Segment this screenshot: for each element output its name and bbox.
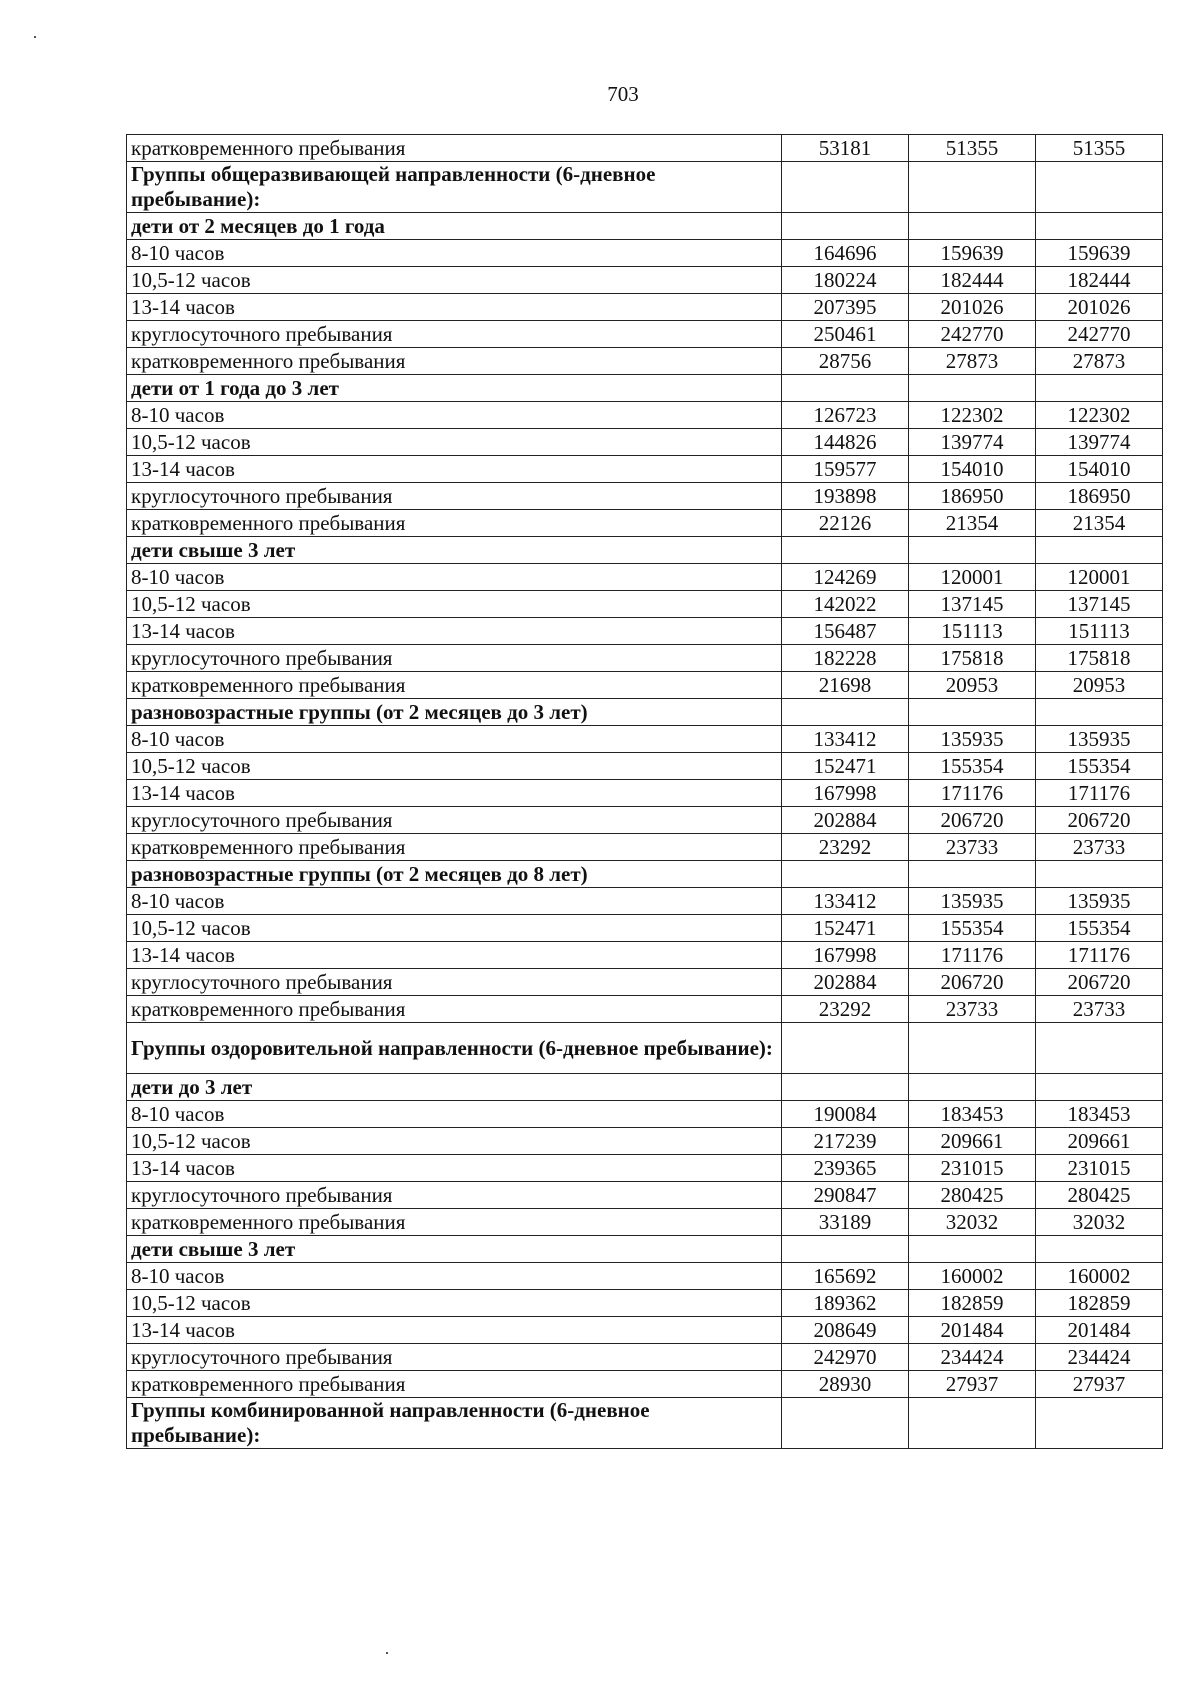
value-cell-3: 182859 (1036, 1290, 1163, 1317)
value-cell-1: 190084 (782, 1101, 909, 1128)
value-cell-1: 217239 (782, 1128, 909, 1155)
table-row (127, 1182, 1163, 1209)
table-section-row (127, 1023, 1163, 1074)
value-cell-2 (909, 537, 1036, 564)
value-cell-3: 23733 (1036, 834, 1163, 861)
row-label-cell: 10,5-12 часов (127, 429, 782, 456)
table-row (127, 1263, 1163, 1290)
value-cell-1: 180224 (782, 267, 909, 294)
value-cell-1: 208649 (782, 1317, 909, 1344)
table-row (127, 645, 1163, 672)
value-cell-2: 186950 (909, 483, 1036, 510)
table-body (127, 135, 1163, 1449)
value-cell-2: 20953 (909, 672, 1036, 699)
value-cell-1 (782, 1236, 909, 1263)
row-label-cell: круглосуточного пребывания (127, 321, 782, 348)
value-cell-3: 27873 (1036, 348, 1163, 375)
section-heading-cell: Группы общеразвивающей направленности (6-дневное пребывание): (127, 162, 782, 213)
value-cell-1: 156487 (782, 618, 909, 645)
table-section-row (127, 699, 1163, 726)
row-label-cell: 13-14 часов (127, 294, 782, 321)
value-cell-3: 201026 (1036, 294, 1163, 321)
tariff-table (126, 134, 1163, 1449)
table-row (127, 1155, 1163, 1182)
value-cell-3: 183453 (1036, 1101, 1163, 1128)
value-cell-1 (782, 1074, 909, 1101)
value-cell-3: 209661 (1036, 1128, 1163, 1155)
row-label-cell: кратковременного пребывания (127, 348, 782, 375)
value-cell-2 (909, 861, 1036, 888)
table-section-row (127, 213, 1163, 240)
value-cell-3: 206720 (1036, 807, 1163, 834)
value-cell-2: 231015 (909, 1155, 1036, 1182)
value-cell-3: 23733 (1036, 996, 1163, 1023)
value-cell-3 (1036, 1023, 1163, 1074)
value-cell-2: 209661 (909, 1128, 1036, 1155)
value-cell-3: 155354 (1036, 753, 1163, 780)
row-label-cell: 13-14 часов (127, 780, 782, 807)
value-cell-2: 137145 (909, 591, 1036, 618)
value-cell-3: 32032 (1036, 1209, 1163, 1236)
value-cell-1: 23292 (782, 834, 909, 861)
value-cell-3: 234424 (1036, 1344, 1163, 1371)
section-heading-cell: дети от 2 месяцев до 1 года (127, 213, 782, 240)
value-cell-3: 122302 (1036, 402, 1163, 429)
row-label-cell: 10,5-12 часов (127, 591, 782, 618)
row-label-cell: 10,5-12 часов (127, 753, 782, 780)
row-label-cell: круглосуточного пребывания (127, 483, 782, 510)
value-cell-2 (909, 1074, 1036, 1101)
value-cell-2: 27873 (909, 348, 1036, 375)
value-cell-3 (1036, 699, 1163, 726)
value-cell-3: 135935 (1036, 888, 1163, 915)
value-cell-2: 135935 (909, 726, 1036, 753)
value-cell-3: 151113 (1036, 618, 1163, 645)
value-cell-1: 126723 (782, 402, 909, 429)
table-row (127, 1344, 1163, 1371)
value-cell-1: 33189 (782, 1209, 909, 1236)
value-cell-2: 51355 (909, 135, 1036, 162)
row-label-cell: 8-10 часов (127, 888, 782, 915)
value-cell-2: 155354 (909, 753, 1036, 780)
value-cell-3: 242770 (1036, 321, 1163, 348)
value-cell-1: 202884 (782, 807, 909, 834)
table-row (127, 591, 1163, 618)
value-cell-1 (782, 213, 909, 240)
value-cell-1: 152471 (782, 915, 909, 942)
row-label-cell: круглосуточного пребывания (127, 645, 782, 672)
value-cell-1: 142022 (782, 591, 909, 618)
value-cell-3: 280425 (1036, 1182, 1163, 1209)
value-cell-1: 290847 (782, 1182, 909, 1209)
scan-speck (386, 1652, 388, 1654)
value-cell-3: 135935 (1036, 726, 1163, 753)
table-section-row (127, 861, 1163, 888)
section-heading-cell: дети от 1 года до 3 лет (127, 375, 782, 402)
row-label-cell: 8-10 часов (127, 1101, 782, 1128)
table-row (127, 942, 1163, 969)
value-cell-3: 160002 (1036, 1263, 1163, 1290)
value-cell-3 (1036, 1074, 1163, 1101)
value-cell-3: 51355 (1036, 135, 1163, 162)
value-cell-2: 160002 (909, 1263, 1036, 1290)
value-cell-3: 171176 (1036, 942, 1163, 969)
value-cell-1: 124269 (782, 564, 909, 591)
table-row (127, 1371, 1163, 1398)
row-label-cell: 13-14 часов (127, 456, 782, 483)
row-label-cell: 8-10 часов (127, 402, 782, 429)
row-label-cell: 10,5-12 часов (127, 1128, 782, 1155)
table-row (127, 888, 1163, 915)
value-cell-2: 201026 (909, 294, 1036, 321)
value-cell-2: 171176 (909, 780, 1036, 807)
value-cell-1: 22126 (782, 510, 909, 537)
section-heading-cell: Группы оздоровительной направленности (6-дневное пребывание): (127, 1023, 782, 1074)
value-cell-1: 167998 (782, 780, 909, 807)
value-cell-1: 250461 (782, 321, 909, 348)
value-cell-2: 154010 (909, 456, 1036, 483)
table-row (127, 294, 1163, 321)
table-row (127, 267, 1163, 294)
value-cell-2 (909, 1236, 1036, 1263)
table-row (127, 483, 1163, 510)
value-cell-1 (782, 699, 909, 726)
value-cell-2: 182444 (909, 267, 1036, 294)
table-row (127, 1209, 1163, 1236)
table-section-row (127, 1074, 1163, 1101)
value-cell-3 (1036, 1236, 1163, 1263)
value-cell-3 (1036, 1398, 1163, 1449)
value-cell-3: 154010 (1036, 456, 1163, 483)
page-number: 703 (607, 82, 639, 106)
value-cell-2: 135935 (909, 888, 1036, 915)
value-cell-2: 23733 (909, 834, 1036, 861)
value-cell-2 (909, 375, 1036, 402)
value-cell-1 (782, 537, 909, 564)
row-label-cell: круглосуточного пребывания (127, 1344, 782, 1371)
value-cell-2: 175818 (909, 645, 1036, 672)
value-cell-3: 206720 (1036, 969, 1163, 996)
value-cell-1 (782, 1023, 909, 1074)
table-row (127, 348, 1163, 375)
value-cell-3: 186950 (1036, 483, 1163, 510)
value-cell-1: 167998 (782, 942, 909, 969)
table-section-row (127, 1236, 1163, 1263)
table-row (127, 510, 1163, 537)
row-label-cell: 8-10 часов (127, 1263, 782, 1290)
value-cell-1: 152471 (782, 753, 909, 780)
value-cell-2: 155354 (909, 915, 1036, 942)
row-label-cell: круглосуточного пребывания (127, 1182, 782, 1209)
value-cell-2: 120001 (909, 564, 1036, 591)
row-label-cell: 10,5-12 часов (127, 1290, 782, 1317)
table-row (127, 807, 1163, 834)
table-row (127, 321, 1163, 348)
section-heading-cell: Группы комбинированной направленности (6-дневное пребывание): (127, 1398, 782, 1449)
value-cell-2: 27937 (909, 1371, 1036, 1398)
section-heading-cell: разновозрастные группы (от 2 месяцев до 8 лет) (127, 861, 782, 888)
value-cell-1: 164696 (782, 240, 909, 267)
value-cell-2: 206720 (909, 969, 1036, 996)
value-cell-2: 234424 (909, 1344, 1036, 1371)
value-cell-1: 53181 (782, 135, 909, 162)
table-row (127, 834, 1163, 861)
row-label-cell: кратковременного пребывания (127, 1371, 782, 1398)
value-cell-1: 21698 (782, 672, 909, 699)
row-label-cell: 8-10 часов (127, 240, 782, 267)
table-row (127, 969, 1163, 996)
row-label-cell: 8-10 часов (127, 726, 782, 753)
value-cell-2: 139774 (909, 429, 1036, 456)
table-row (127, 1128, 1163, 1155)
value-cell-1: 133412 (782, 888, 909, 915)
value-cell-3: 120001 (1036, 564, 1163, 591)
value-cell-1: 207395 (782, 294, 909, 321)
table-section-row (127, 375, 1163, 402)
value-cell-1 (782, 162, 909, 213)
value-cell-2 (909, 1023, 1036, 1074)
section-heading-cell: дети свыше 3 лет (127, 1236, 782, 1263)
table-row (127, 240, 1163, 267)
value-cell-2: 182859 (909, 1290, 1036, 1317)
value-cell-1: 133412 (782, 726, 909, 753)
value-cell-1: 28756 (782, 348, 909, 375)
value-cell-3: 231015 (1036, 1155, 1163, 1182)
table-row (127, 135, 1163, 162)
value-cell-1: 242970 (782, 1344, 909, 1371)
row-label-cell: кратковременного пребывания (127, 135, 782, 162)
row-label-cell: 13-14 часов (127, 618, 782, 645)
value-cell-1: 202884 (782, 969, 909, 996)
value-cell-2 (909, 213, 1036, 240)
value-cell-2 (909, 699, 1036, 726)
value-cell-1: 239365 (782, 1155, 909, 1182)
row-label-cell: 13-14 часов (127, 1155, 782, 1182)
value-cell-3: 20953 (1036, 672, 1163, 699)
section-heading-cell: дети свыше 3 лет (127, 537, 782, 564)
value-cell-1: 189362 (782, 1290, 909, 1317)
row-label-cell: кратковременного пребывания (127, 672, 782, 699)
table-row (127, 753, 1163, 780)
value-cell-2: 242770 (909, 321, 1036, 348)
value-cell-3: 137145 (1036, 591, 1163, 618)
value-cell-2: 122302 (909, 402, 1036, 429)
table-row (127, 1101, 1163, 1128)
table-row (127, 1290, 1163, 1317)
table-row (127, 915, 1163, 942)
table-row (127, 672, 1163, 699)
value-cell-1 (782, 375, 909, 402)
table-row (127, 564, 1163, 591)
value-cell-2: 21354 (909, 510, 1036, 537)
value-cell-2 (909, 162, 1036, 213)
row-label-cell: кратковременного пребывания (127, 996, 782, 1023)
value-cell-3: 27937 (1036, 1371, 1163, 1398)
row-label-cell: 10,5-12 часов (127, 915, 782, 942)
value-cell-3 (1036, 537, 1163, 564)
table-row (127, 618, 1163, 645)
section-heading-cell: дети до 3 лет (127, 1074, 782, 1101)
value-cell-3: 171176 (1036, 780, 1163, 807)
scan-speck (34, 36, 36, 38)
value-cell-3 (1036, 861, 1163, 888)
table-row (127, 1317, 1163, 1344)
table-row (127, 456, 1163, 483)
row-label-cell: кратковременного пребывания (127, 510, 782, 537)
value-cell-1: 159577 (782, 456, 909, 483)
value-cell-2: 151113 (909, 618, 1036, 645)
value-cell-3: 155354 (1036, 915, 1163, 942)
value-cell-1: 144826 (782, 429, 909, 456)
value-cell-2: 171176 (909, 942, 1036, 969)
value-cell-3: 182444 (1036, 267, 1163, 294)
row-label-cell: кратковременного пребывания (127, 1209, 782, 1236)
row-label-cell: круглосуточного пребывания (127, 969, 782, 996)
value-cell-3: 139774 (1036, 429, 1163, 456)
section-heading-cell: разновозрастные группы (от 2 месяцев до 3 лет) (127, 699, 782, 726)
value-cell-1: 193898 (782, 483, 909, 510)
value-cell-3: 21354 (1036, 510, 1163, 537)
row-label-cell: 10,5-12 часов (127, 267, 782, 294)
table-row (127, 402, 1163, 429)
value-cell-3: 201484 (1036, 1317, 1163, 1344)
table-row (127, 780, 1163, 807)
value-cell-3 (1036, 162, 1163, 213)
value-cell-2 (909, 1398, 1036, 1449)
value-cell-2: 201484 (909, 1317, 1036, 1344)
value-cell-2: 206720 (909, 807, 1036, 834)
value-cell-3: 175818 (1036, 645, 1163, 672)
row-label-cell: 8-10 часов (127, 564, 782, 591)
row-label-cell: круглосуточного пребывания (127, 807, 782, 834)
value-cell-2: 32032 (909, 1209, 1036, 1236)
value-cell-1: 28930 (782, 1371, 909, 1398)
value-cell-1: 182228 (782, 645, 909, 672)
value-cell-2: 183453 (909, 1101, 1036, 1128)
row-label-cell: 13-14 часов (127, 942, 782, 969)
value-cell-3 (1036, 375, 1163, 402)
table-section-row (127, 1398, 1163, 1449)
table-section-row (127, 162, 1163, 213)
value-cell-1: 23292 (782, 996, 909, 1023)
value-cell-2: 23733 (909, 996, 1036, 1023)
value-cell-3: 159639 (1036, 240, 1163, 267)
value-cell-2: 159639 (909, 240, 1036, 267)
table-row (127, 996, 1163, 1023)
value-cell-2: 280425 (909, 1182, 1036, 1209)
row-label-cell: кратковременного пребывания (127, 834, 782, 861)
value-cell-3 (1036, 213, 1163, 240)
row-label-cell: 13-14 часов (127, 1317, 782, 1344)
value-cell-1 (782, 861, 909, 888)
value-cell-1: 165692 (782, 1263, 909, 1290)
table-row (127, 429, 1163, 456)
table-section-row (127, 537, 1163, 564)
table-row (127, 726, 1163, 753)
value-cell-1 (782, 1398, 909, 1449)
